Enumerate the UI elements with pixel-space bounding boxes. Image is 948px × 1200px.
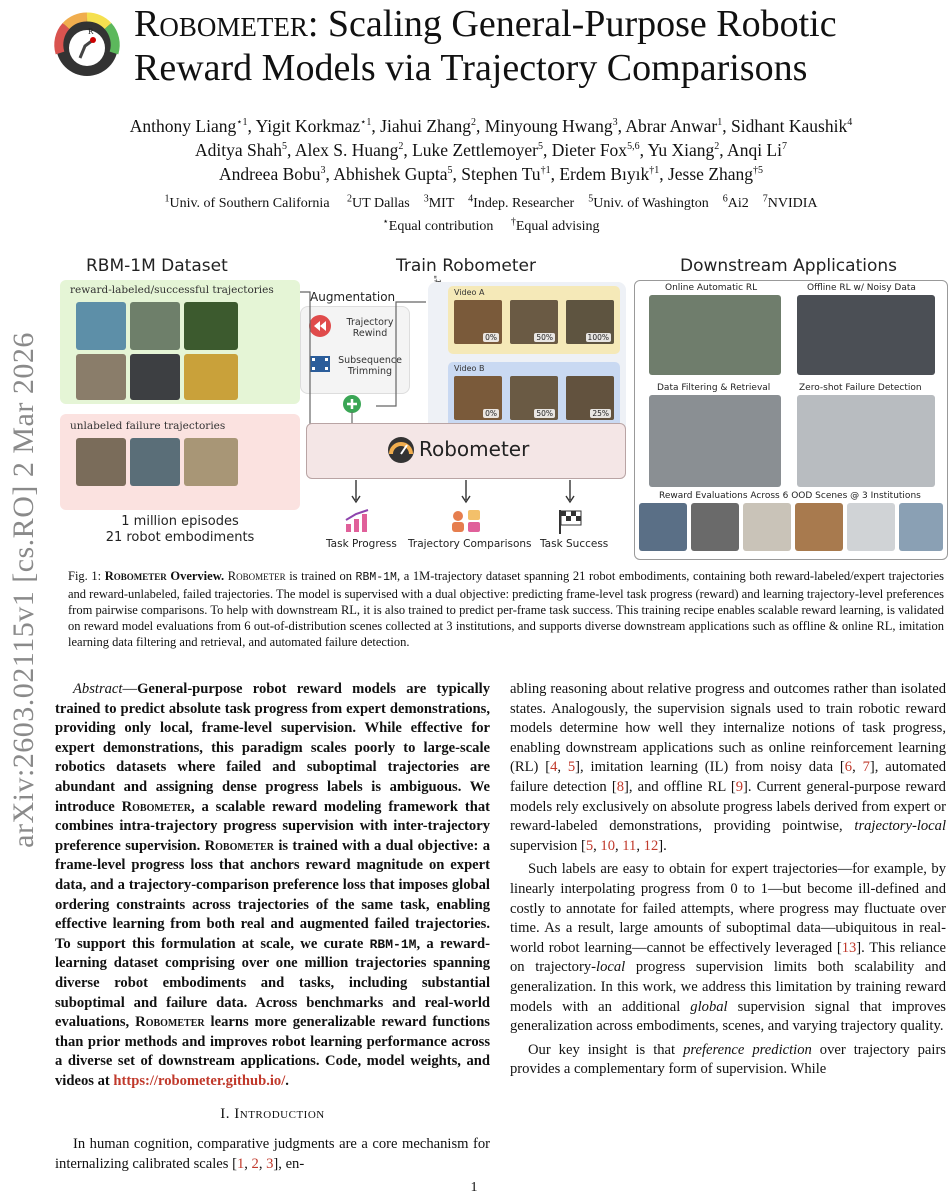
body-text: abling reasoning about relative progress and outcomes rather than isolated states. Analogously, the supervision signals used to train robotic reward models determine how well they internalize notions of task progress, enabling downstream applications such as online reinforcement learning (RL) [: [510, 681, 946, 776]
failure-trajectories-box: [60, 414, 300, 510]
affiliation-line-1: $^1$Univ. of Southern California $^2$UT Dallas $^3$MIT $^4$Indep. Researcher $^5$Univ. of Washington $^6$Ai2 $^7$NVIDIA: [164, 193, 818, 211]
abstract-name: Robometer: [121, 798, 192, 815]
aug-trim-label: Subsequence Trimming: [338, 355, 402, 377]
intro-text: ], en-: [273, 1155, 305, 1172]
citation-link[interactable]: 12: [643, 837, 659, 854]
body-text: progress supervision limits both scalability and generalization. In this work, we address this limitation by training reward models with an additional: [510, 959, 947, 1015]
body-text: ], and offline RL [: [623, 778, 736, 795]
stat-episodes: 1 million episodes: [121, 514, 239, 529]
eval-scene-thumbnail: [691, 503, 739, 551]
abstract-dataset: RBM-1M: [369, 936, 417, 952]
failure-label: unlabeled failure trajectories: [70, 420, 226, 432]
failure-thumbnail: [130, 438, 180, 486]
abstract-end: .: [285, 1072, 289, 1089]
caption-name-2: Robometer: [227, 569, 286, 583]
train-title: Train Robometer: [396, 256, 536, 276]
intro-text: In human cognition, comparative judgments are a core mechanism for internalizing calibrated scales [: [55, 1136, 490, 1172]
body-emphasis: local: [596, 959, 626, 976]
citation-link[interactable]: 10: [600, 837, 615, 854]
intro-paragraph: In human cognition, comparative judgments are a core mechanism for internalizing calibrated scales [1, 2, 3], en-: [55, 1136, 490, 1172]
app-reward-eval-label: Reward Evaluations Across 6 OOD Scenes @ 3 Institutions: [659, 491, 921, 501]
eval-scene-thumbnail: [795, 503, 843, 551]
app-thumbnail: [797, 295, 935, 375]
video-frame: [566, 300, 614, 344]
trajectory-thumbnail: [130, 354, 180, 400]
video-a-label: Video A: [454, 288, 485, 297]
caption-text-2: , a 1M-trajectory dataset spanning 21 robot embodiments, containing both reward-labeled/expert trajectories and reward-unlabeled, failed trajectories. The model is supervised with a dual objective: predicting frame-level task progress (reward) and learning trajectory-level preferences from pairwise comparisons. To help with downstream RL, it is also trained to predict per-frame task success. This training recipe enables scalable reward learning, is validated on reward model evaluations from 6 out-of-distribution scenes collected at 3 institutions, and supports diverse downstream applications such as offline & online RL, imitation learning data filtering and retrieval, and automated failure detection.: [68, 569, 944, 649]
figure-overview: [56, 252, 946, 562]
body-emphasis: global: [690, 998, 728, 1015]
caption-bold-rest: Overview.: [166, 569, 228, 583]
left-column: [55, 680, 490, 1174]
success-label: reward-labeled/successful trajectories: [70, 284, 274, 296]
eval-scene-thumbnail: [899, 503, 943, 551]
robometer-model-box: [306, 423, 626, 479]
connector-lines: [296, 282, 436, 432]
citation-link[interactable]: 13: [841, 939, 857, 956]
citation-link[interactable]: 7: [862, 759, 870, 776]
body-text: Our key insight is that: [528, 1041, 684, 1058]
body-paragraph-2: [510, 860, 946, 1036]
body-text: ].: [658, 837, 667, 854]
caption-prefix: Fig. 1:: [68, 569, 105, 583]
video-frame: [454, 300, 502, 344]
stat-embodiments: 21 robot embodiments: [105, 530, 255, 545]
svg-text:R: R: [88, 28, 94, 36]
dataset-title: RBM-1M Dataset: [86, 256, 228, 276]
body-text: over trajectory pairs provides a complementary form of supervision. While: [510, 1041, 946, 1078]
body-text: Such labels are easy to obtain for expert trajectories—for example, by linearly interpolating progress from 0 to 1—but become ill-defined and costly to annotate for failed attempts, where progress may fluctuate over time. As a result, large amounts of suboptimal data—ubiquitous in real-world robot learning—cannot be effectively leveraged [: [510, 861, 946, 956]
title-line1: : Scaling General-Purpose Robotic: [307, 3, 837, 45]
progress-label: 0%: [485, 333, 497, 342]
progress-label: 25%: [592, 409, 609, 418]
video-frame: [510, 376, 558, 420]
augmentation-title: Augmentation: [310, 290, 396, 304]
trajectory-thumbnail: [184, 302, 238, 350]
abstract: [55, 680, 490, 1091]
abstract-name: Robometer: [204, 837, 275, 854]
gauge-icon: [387, 436, 415, 464]
citation-link[interactable]: 6: [844, 759, 853, 776]
output-task-progress: Task Progress: [326, 538, 397, 550]
author-line-2: Aditya Shah$^5$, Alex S. Huang$^2$, Luke Zettlemoyer$^5$, Dieter Fox$^{5,6}$, Yu Xiang$^2$, Anqi Li$^7$: [195, 140, 787, 160]
eval-scene-thumbnail: [743, 503, 791, 551]
abstract-text: is trained with a dual objective: a frame-level progress loss that anchors reward magnitude on expert data, and a trajectory-comparison preference loss that imposes global ordering constraints across trajectories of the same task, enabling effective learning from both real and augmented failed trajectories. To support this formulation at scale, we curate: [55, 837, 491, 952]
body-text: supervision [: [510, 837, 586, 854]
video-b-label: Video B: [454, 364, 485, 373]
caption-dataset: RBM-1M: [355, 571, 397, 584]
progress-chart-icon: [344, 508, 372, 534]
body-text: ], automated failure detection [: [510, 759, 946, 795]
progress-label: 50%: [536, 333, 553, 342]
video-frame: [510, 300, 558, 344]
citation-link[interactable]: 2: [251, 1155, 259, 1172]
caption-name: Robometer: [104, 569, 167, 583]
abstract-name: Robometer: [135, 1014, 205, 1031]
eval-scene-thumbnail: [847, 503, 895, 551]
citation-link[interactable]: 11: [622, 837, 637, 854]
output-trajectory-comparisons: Trajectory Comparisons: [408, 538, 532, 550]
right-column: [510, 680, 946, 1080]
abstract-text: , a scalable reward modeling framework that combines intra-trajectory progress supervision with inter-trajectory preference supervision.: [55, 798, 490, 854]
arxiv-identifier-stamp: [4, 280, 44, 900]
failure-thumbnail: [184, 438, 238, 486]
trajectory-thumbnail: [130, 302, 180, 350]
abstract-label: Abstract: [73, 681, 123, 697]
page-number: 1: [470, 1180, 478, 1195]
checkered-flag-icon: [556, 508, 584, 534]
caption-text-1: is trained on: [285, 569, 356, 583]
body-text: ]. This reliance on trajectory-: [510, 939, 946, 976]
video-frame: [566, 376, 614, 420]
progress-label: 50%: [536, 409, 553, 418]
progress-label: 100%: [587, 333, 609, 342]
abstract-dash: —: [122, 681, 138, 697]
author-line-1: Anthony Liang$^{⋆1}$, Yigit Korkmaz$^{⋆1}$, Jiahui Zhang$^2$, Minyoung Hwang$^3$, Abrar Anwar$^1$, Sidhant Kaushik$^4$: [129, 116, 853, 136]
app-thumbnail: [649, 395, 781, 487]
title-line2: Reward Models via Trajectory Comparisons: [134, 47, 808, 89]
citation-link[interactable]: 1: [236, 1155, 245, 1172]
body-emphasis: preference prediction: [683, 1041, 812, 1058]
paper-title: [134, 2, 934, 90]
app-thumbnail: [797, 395, 935, 487]
output-arrows: [306, 478, 626, 508]
model-name: Robometer: [419, 437, 530, 461]
title-name: Robometer: [134, 3, 308, 45]
eval-scene-thumbnail: [639, 503, 687, 551]
robometer-logo: [52, 8, 122, 78]
video-a-row: [448, 286, 620, 354]
trajectory-thumbnail: [76, 302, 126, 350]
citation-link[interactable]: 5: [585, 837, 594, 854]
app-thumbnail: [649, 295, 781, 375]
app-online-rl-label: Online Automatic RL: [665, 283, 758, 293]
output-task-success: Task Success: [540, 538, 609, 550]
affiliations: [60, 192, 922, 238]
body-emphasis: trajectory-local: [854, 818, 946, 835]
abstract-text: , a reward-learning dataset comprising over one million trajectories spanning diverse robot embodiments and tasks, including substantial suboptimal and failure data. Across benchmarks and real-world evaluations,: [55, 935, 490, 1031]
downstream-applications-pane: [634, 280, 948, 560]
apps-title: Downstream Applications: [680, 256, 897, 276]
failure-thumbnail: [76, 438, 126, 486]
trajectory-thumbnail: [184, 354, 238, 400]
app-data-filtering-label: Data Filtering & Retrieval: [657, 383, 771, 393]
body-paragraph-1: abling reasoning about relative progress and outcomes rather than isolated states. Analogously, the supervision signals used to train robotic reward models determine how well they internalize notions of task progress, enabling downstream applications such as online reinforcement learning (RL) [4, 5], imitation learning (IL) from noisy data [6, 7], automated failure detection [8], and offline RL [9]. Current general-purpose reward models rely exclusively on absolute progress labels derived from expert or reward-labeled demonstrations, providing pointwise, trajectory-local supervision [5, 10, 11, 12].: [510, 681, 946, 854]
figure-caption: [68, 568, 944, 650]
video-comparison-pane: [428, 282, 626, 440]
citation-link[interactable]: 4: [550, 759, 558, 776]
citation-link[interactable]: 3: [266, 1155, 274, 1172]
comparison-people-icon: [448, 508, 482, 534]
video-b-row: [448, 362, 620, 430]
author-list: [60, 114, 922, 186]
app-offline-rl-label: Offline RL w/ Noisy Data: [807, 283, 916, 293]
citation-link[interactable]: 5: [567, 759, 576, 776]
affiliation-line-2: ⋆Equal contribution †Equal advising: [382, 216, 600, 234]
body-paragraph-3: [510, 1041, 946, 1080]
body-text: supervision signal that improves generalization across embodiments, scenes, and varying trajectory quality.: [510, 998, 946, 1035]
progress-label: 0%: [485, 409, 497, 418]
arxiv-stamp-text: arXiv:2603.02115v1 [cs.RO] 2 Mar 2026: [7, 332, 40, 848]
body-text: ], imitation learning (IL) from noisy data [: [575, 759, 845, 776]
abstract-text: General-purpose robot reward models are typically trained to predict absolute task progress from expert demonstrations, providing only local, frame-level supervision. While effective for expert demonstrations, this paradigm scales poorly to large-scale robotics datasets where failed and suboptimal trajectories are abundant and assigning dense progress labels is ambiguous. We introduce: [55, 681, 490, 815]
section-heading-introduction: I. Introduction: [220, 1106, 325, 1123]
author-line-3: Andreea Bobu$^3$, Abhishek Gupta$^5$, Stephen Tu$^{\dagger 1}$, Erdem Bıyık$^{\dagger 1}$, Jesse Zhang$^{\dagger 5}$: [218, 164, 764, 184]
citation-link[interactable]: 8: [616, 778, 624, 795]
trajectory-thumbnail: [76, 354, 126, 400]
body-text: ]. Current general-purpose reward models rely exclusively on absolute progress labels derived from expert or reward-labeled demonstrations, providing pointwise,: [510, 778, 946, 835]
aug-rewind-label: Trajectory Rewind: [346, 317, 394, 339]
project-url-link[interactable]: https://robometer.github.io/: [113, 1072, 286, 1089]
success-trajectories-box: [60, 280, 300, 404]
video-frame: [454, 376, 502, 420]
abstract-text: learns more generalizable reward functions than prior methods and improves robot learning performance across a diverse set of downstream applications. Code, model weights, and videos at: [55, 1014, 490, 1089]
app-failure-detection-label: Zero-shot Failure Detection: [799, 383, 922, 393]
citation-link[interactable]: 9: [735, 778, 743, 795]
